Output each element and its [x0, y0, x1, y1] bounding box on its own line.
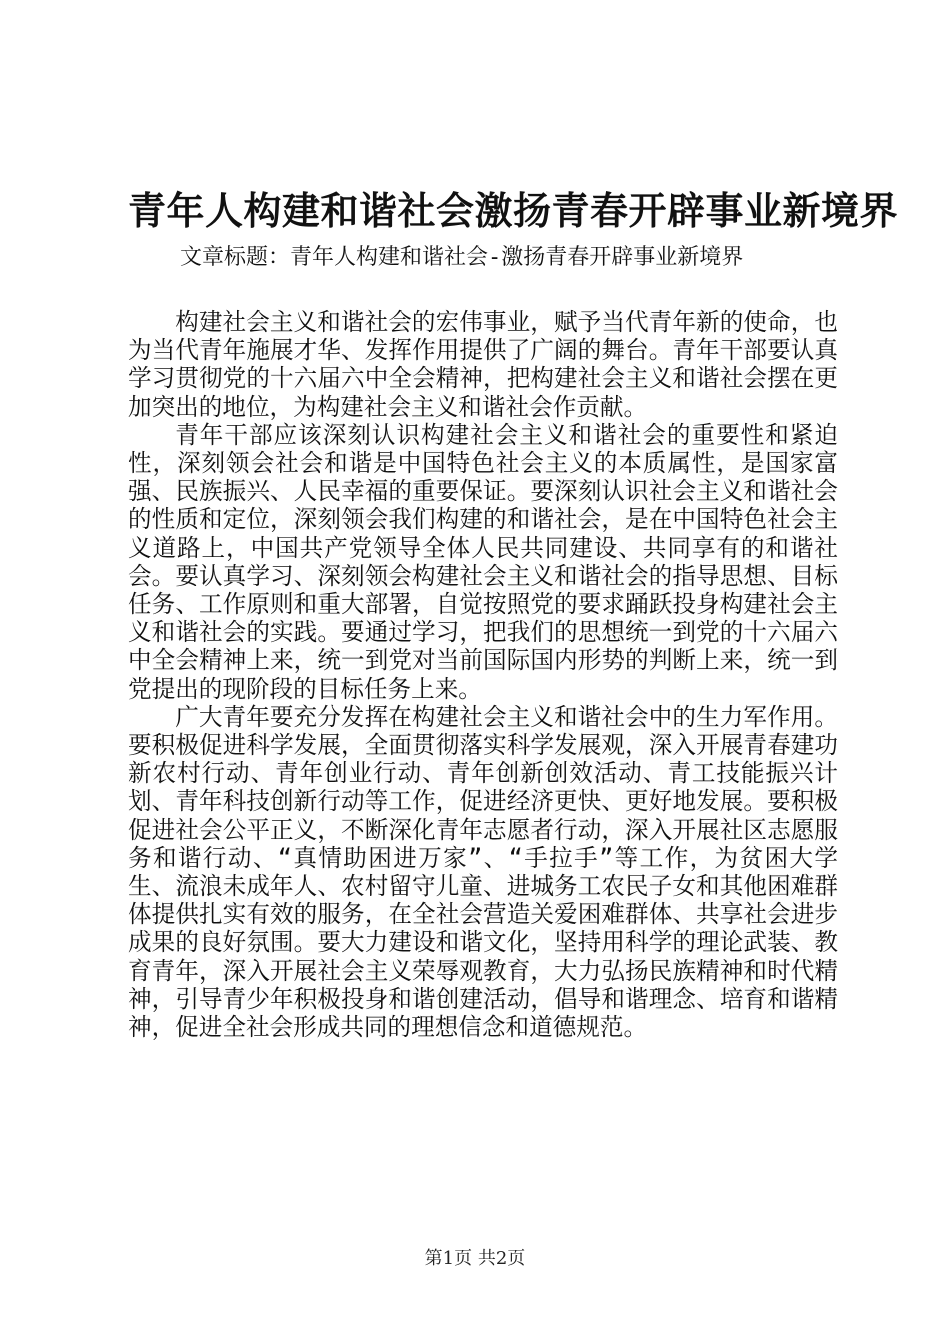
page-footer: 第1页 共2页: [424, 1248, 526, 1269]
document-body: [128, 308, 838, 1041]
paragraph-1: 构建社会主义和谐社会的宏伟事业，赋予当代青年新的使命，也为当代青年施展才华、发挥作用提供了广阔的舞台。青年干部要认真学习贯彻党的十六届六中全会精神，把构建社会主义和谐社会摆在更加突出的地位，为构建社会主义和谐社会作贡献。: [128, 308, 838, 421]
document-title: 青年人构建和谐社会激扬青春开辟事业新境界: [128, 188, 899, 233]
paragraph-2: 青年干部应该深刻认识构建社会主义和谐社会的重要性和紧迫性，深刻领会社会和谐是中国特色社会主义的本质属性，是国家富强、民族振兴、人民幸福的重要保证。要深刻认识社会主义和谐社会的性质和定位，深刻领会我们构建的和谐社会，是在中国特色社会主义道路上，中国共产党领导全体人民共同建设、共同享有的和谐社会。要认真学习、深刻领会构建社会主义和谐社会的指导思想、目标任务、工作原则和重大部署，自觉按照党的要求踊跃投身构建社会主义和谐社会的实践。要通过学习，把我们的思想统一到党的十六届六中全会精神上来，统一到党对当前国际国内形势的判断上来，统一到党提出的现阶段的目标任务上来。: [128, 420, 838, 703]
paragraph-3: 广大青年要充分发挥在构建社会主义和谐社会中的生力军作用。要积极促进科学发展，全面贯彻落实科学发展观，深入开展青春建功新农村行动、青年创业行动、青年创新创效活动、青工技能振兴计划、青年科技创新行动等工作，促进经济更快、更好地发展。要积极促进社会公平正义，不断深化青年志愿者行动，深入开展社区志愿服务和谐行动、“真情助困进万家”、“手拉手”等工作，为贫困大学生、流浪未成年人、农村留守儿童、进城务工农民子女和其他困难群体提供扎实有效的服务，在全社会营造关爱困难群体、共享社会进步成果的良好氛围。要大力建设和谐文化，坚持用科学的理论武装、教育青年，深入开展社会主义荣辱观教育，大力弘扬民族精神和时代精神，引导青少年积极投身和谐创建活动，倡导和谐理念、培育和谐精神，促进全社会形成共同的理想信念和道德规范。: [128, 702, 838, 1042]
article-subtitle: 文章标题：青年人构建和谐社会-激扬青春开辟事业新境界: [180, 245, 744, 270]
document-page: [128, 186, 899, 1042]
